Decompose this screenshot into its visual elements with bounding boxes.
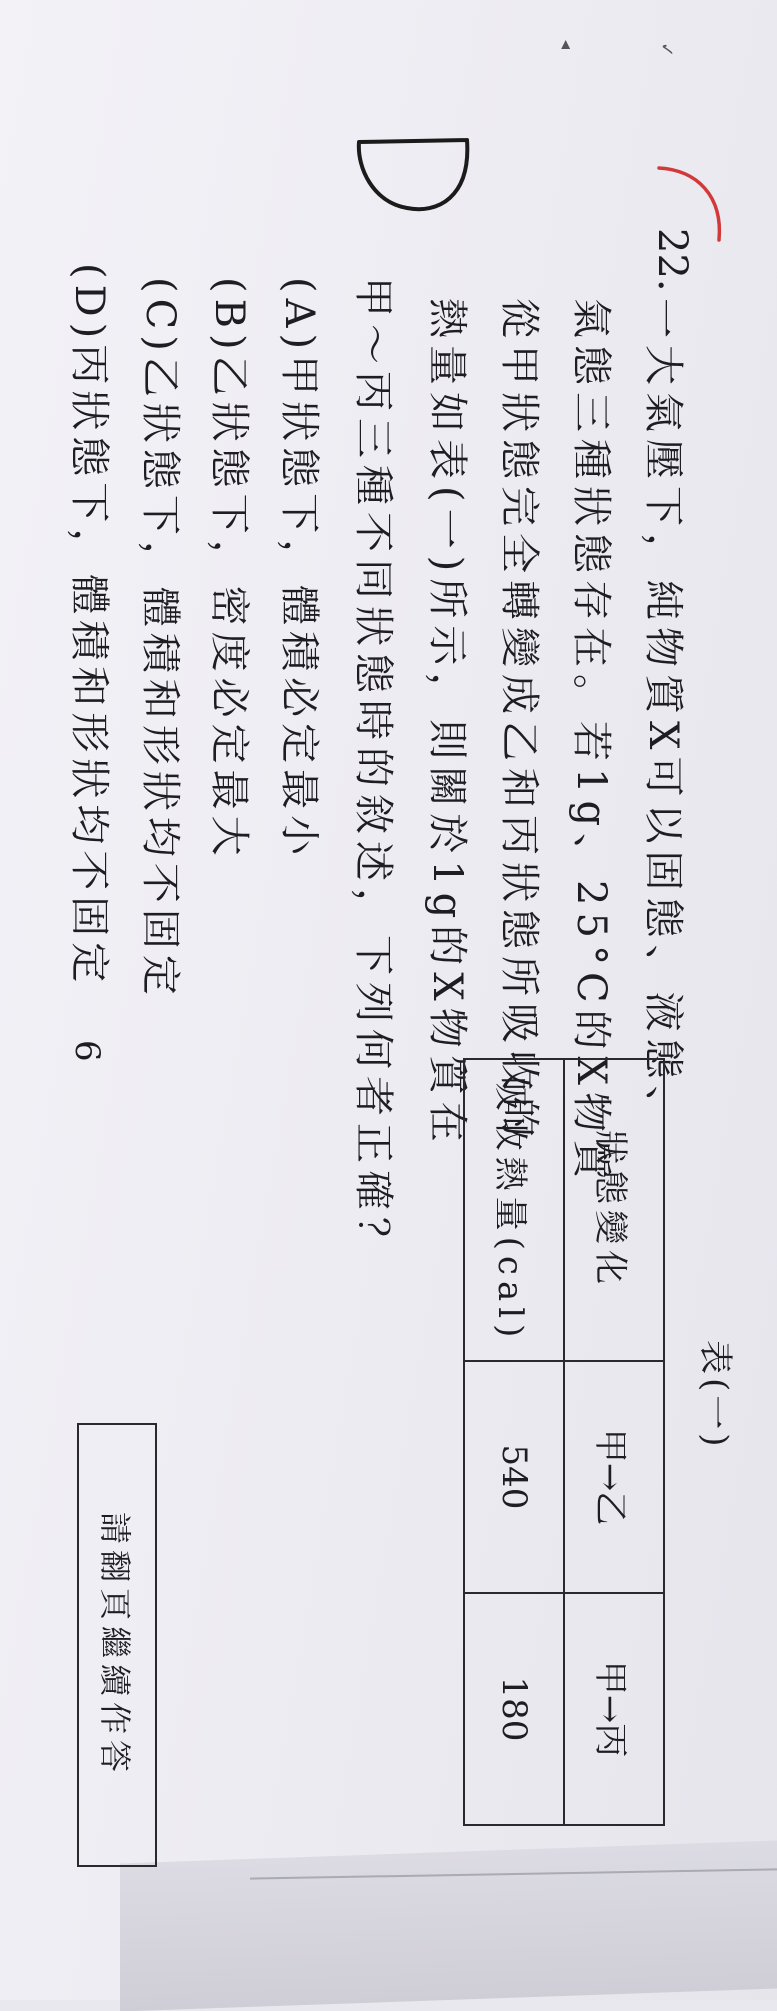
table-caption: 表(一) xyxy=(695,1340,735,1451)
question-line: 從甲狀態完全轉變成乙和丙狀態所吸收的 xyxy=(496,298,542,1144)
handwritten-answer-d xyxy=(347,128,477,218)
table-cell: 540 xyxy=(464,1361,564,1593)
question-line: 一大氣壓下，純物質X可以固態、液態、 xyxy=(640,298,686,1133)
tick-mark: ✓ xyxy=(656,42,677,58)
table-cell: 甲→乙 xyxy=(564,1361,664,1593)
table-cell: 甲→丙 xyxy=(564,1593,664,1825)
tick-mark: ◂ xyxy=(556,40,577,50)
row-header: 吸收熱量(cal) xyxy=(464,1059,564,1361)
table-cell: 180 xyxy=(464,1593,564,1825)
option-b: (B)乙狀態下，密度必定最大 xyxy=(206,277,252,862)
footer-note: 請翻頁繼續作答 xyxy=(77,1423,157,1867)
page-number: 6 xyxy=(67,1040,107,1062)
option-c: (C)乙狀態下，體積和形狀均不固定 xyxy=(137,277,183,1001)
option-d: (D)丙狀態下，體積和形狀均不固定 xyxy=(66,263,112,989)
question-line: 甲～丙三種不同狀態時的敘述，下列何者正確？ xyxy=(350,277,396,1264)
row-header: 狀態變化 xyxy=(564,1059,664,1361)
question-line: 氣態三種狀態存在。若1g、25°C的X物質 xyxy=(568,298,614,1187)
question-line: 熱量如表(一)所示，則關於1g的X物質在 xyxy=(424,298,470,1149)
option-a: (A)甲狀態下，體積必定最小 xyxy=(276,277,322,862)
table-row xyxy=(564,1059,664,1825)
heat-table xyxy=(463,1058,665,1826)
question-number: 22. xyxy=(649,228,695,292)
table-row xyxy=(464,1059,564,1825)
